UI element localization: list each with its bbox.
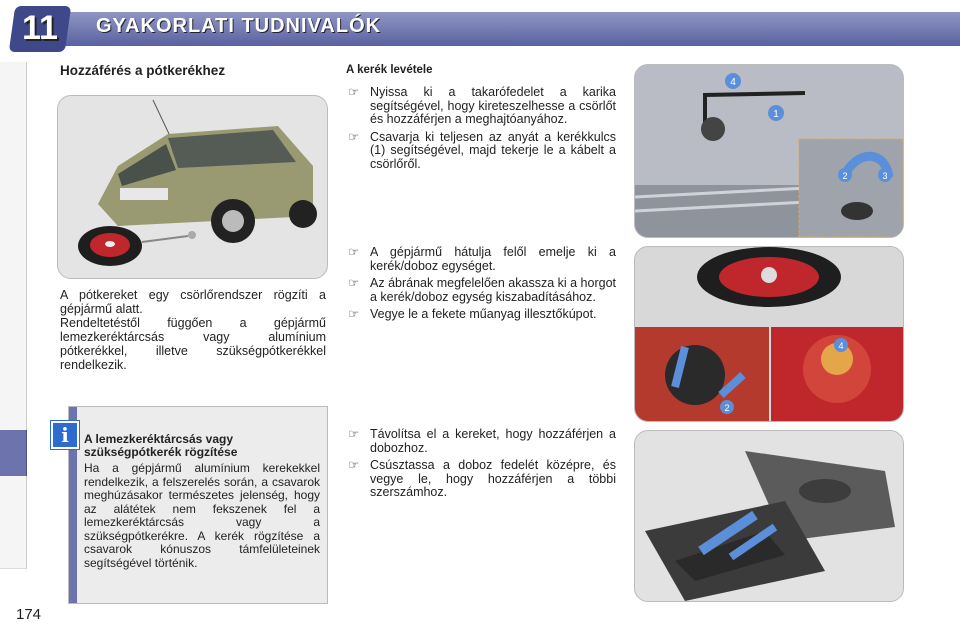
callout-1: 1 <box>773 109 779 120</box>
info-text: Ha a gépjármű alumínium kerekekkel rendelkezik, a felszerelés során, a csavarok meghúzásakor természetes jelenség, hogy az alátétek nem fekszenek fel a lemezkeréktárcsás vagy a szükségpótkerékre. A kerék rögzítése a csavarok kónuszos támfelületeinek segítségével történik. <box>84 461 320 570</box>
chapter-side-tabs <box>0 62 32 582</box>
hand-pointer-icon: ☞ <box>348 276 360 290</box>
step-item <box>348 246 616 273</box>
wheel-hook-figure <box>635 247 903 421</box>
side-tab[interactable] <box>0 108 27 155</box>
paragraph-variants: Rendeltetéstől függően a gépjármű lemezkeréktárcsás vagy alumínium pótkerékkel, illetve szükségpótkerékkel rendelkezik. <box>60 316 326 372</box>
step-item <box>348 308 616 322</box>
steps-group-1 <box>348 86 616 175</box>
winch-cover-illustration <box>634 64 904 238</box>
side-tab[interactable] <box>0 522 27 569</box>
step-text: Az ábrának megfelelően akassza ki a horgot a kerék/doboz egység kiszabadításához. <box>370 276 616 304</box>
hand-pointer-icon: ☞ <box>348 85 360 99</box>
hand-pointer-icon: ☞ <box>348 427 360 441</box>
callout-2: 2 <box>724 403 730 413</box>
hand-pointer-icon: ☞ <box>348 129 360 144</box>
car-illustration <box>57 95 328 279</box>
step-item <box>348 428 616 455</box>
callout-4: 4 <box>730 77 736 88</box>
step-text: Vegye le a fekete műanyag illesztőkúpot. <box>370 307 597 321</box>
toolbox-figure <box>635 431 903 601</box>
side-tab[interactable] <box>0 338 27 385</box>
section-title: Hozzáférés a pótkerékhez <box>60 63 226 78</box>
info-icon: i <box>51 421 79 449</box>
step-item <box>348 459 616 500</box>
side-tab[interactable] <box>0 246 27 293</box>
steps-group-3 <box>348 428 616 504</box>
side-tab-active[interactable] <box>0 430 27 477</box>
side-tab[interactable] <box>0 384 27 431</box>
wheel-removal-title: A kerék levétele <box>346 64 433 76</box>
step-text: Csúsztassa a doboz fedelét középre, és vegye le, hogy hozzáférjen a többi szerszámhoz. <box>370 458 616 499</box>
side-tab[interactable] <box>0 62 27 109</box>
callout-2: 2 <box>842 171 848 181</box>
callout-3: 3 <box>882 171 888 181</box>
step-text: Távolítsa el a kereket, hogy hozzáférjen a dobozhoz. <box>370 427 616 455</box>
side-tab[interactable] <box>0 292 27 339</box>
car-spare-wheel-figure <box>58 96 327 278</box>
side-tab[interactable] <box>0 476 27 523</box>
step-text: A gépjármű hátulja felől emelje ki a kerék/doboz egységet. <box>370 245 616 273</box>
toolbox-illustration <box>634 430 904 602</box>
step-item <box>348 277 616 304</box>
info-title: A lemezkeréktárcsás vagy szükségpótkerék rögzítése <box>84 432 238 459</box>
step-item <box>348 86 616 127</box>
hand-pointer-icon: ☞ <box>348 245 360 259</box>
step-text: Csavarja ki teljesen az anyát a kerékkulcs (1) segítségével, majd tekerje le a kábelt a csörlőről. <box>370 129 616 171</box>
winch-figure <box>635 65 903 237</box>
page-header <box>0 0 960 56</box>
chapter-number: 11 <box>22 9 58 47</box>
hand-pointer-icon: ☞ <box>348 458 360 472</box>
side-tab[interactable] <box>0 200 27 247</box>
side-tab[interactable] <box>0 154 27 201</box>
chapter-title: GYAKORLATI TUDNIVALÓK <box>96 15 382 37</box>
step-item <box>348 131 616 172</box>
hand-pointer-icon: ☞ <box>348 307 360 321</box>
steps-group-2 <box>348 246 616 326</box>
wheel-hook-illustration <box>634 246 904 422</box>
page-number: 174 <box>16 606 42 623</box>
callout-4: 4 <box>838 341 844 351</box>
step-text: Nyissa ki a takarófedelet a karika segítségével, hogy kireteszelhesse a csörlőt és hozzáférjen a meghajtóanyához. <box>370 85 616 126</box>
paragraph-winch: A pótkereket egy csörlőrendszer rögzíti a gépjármű alatt. <box>60 288 326 316</box>
